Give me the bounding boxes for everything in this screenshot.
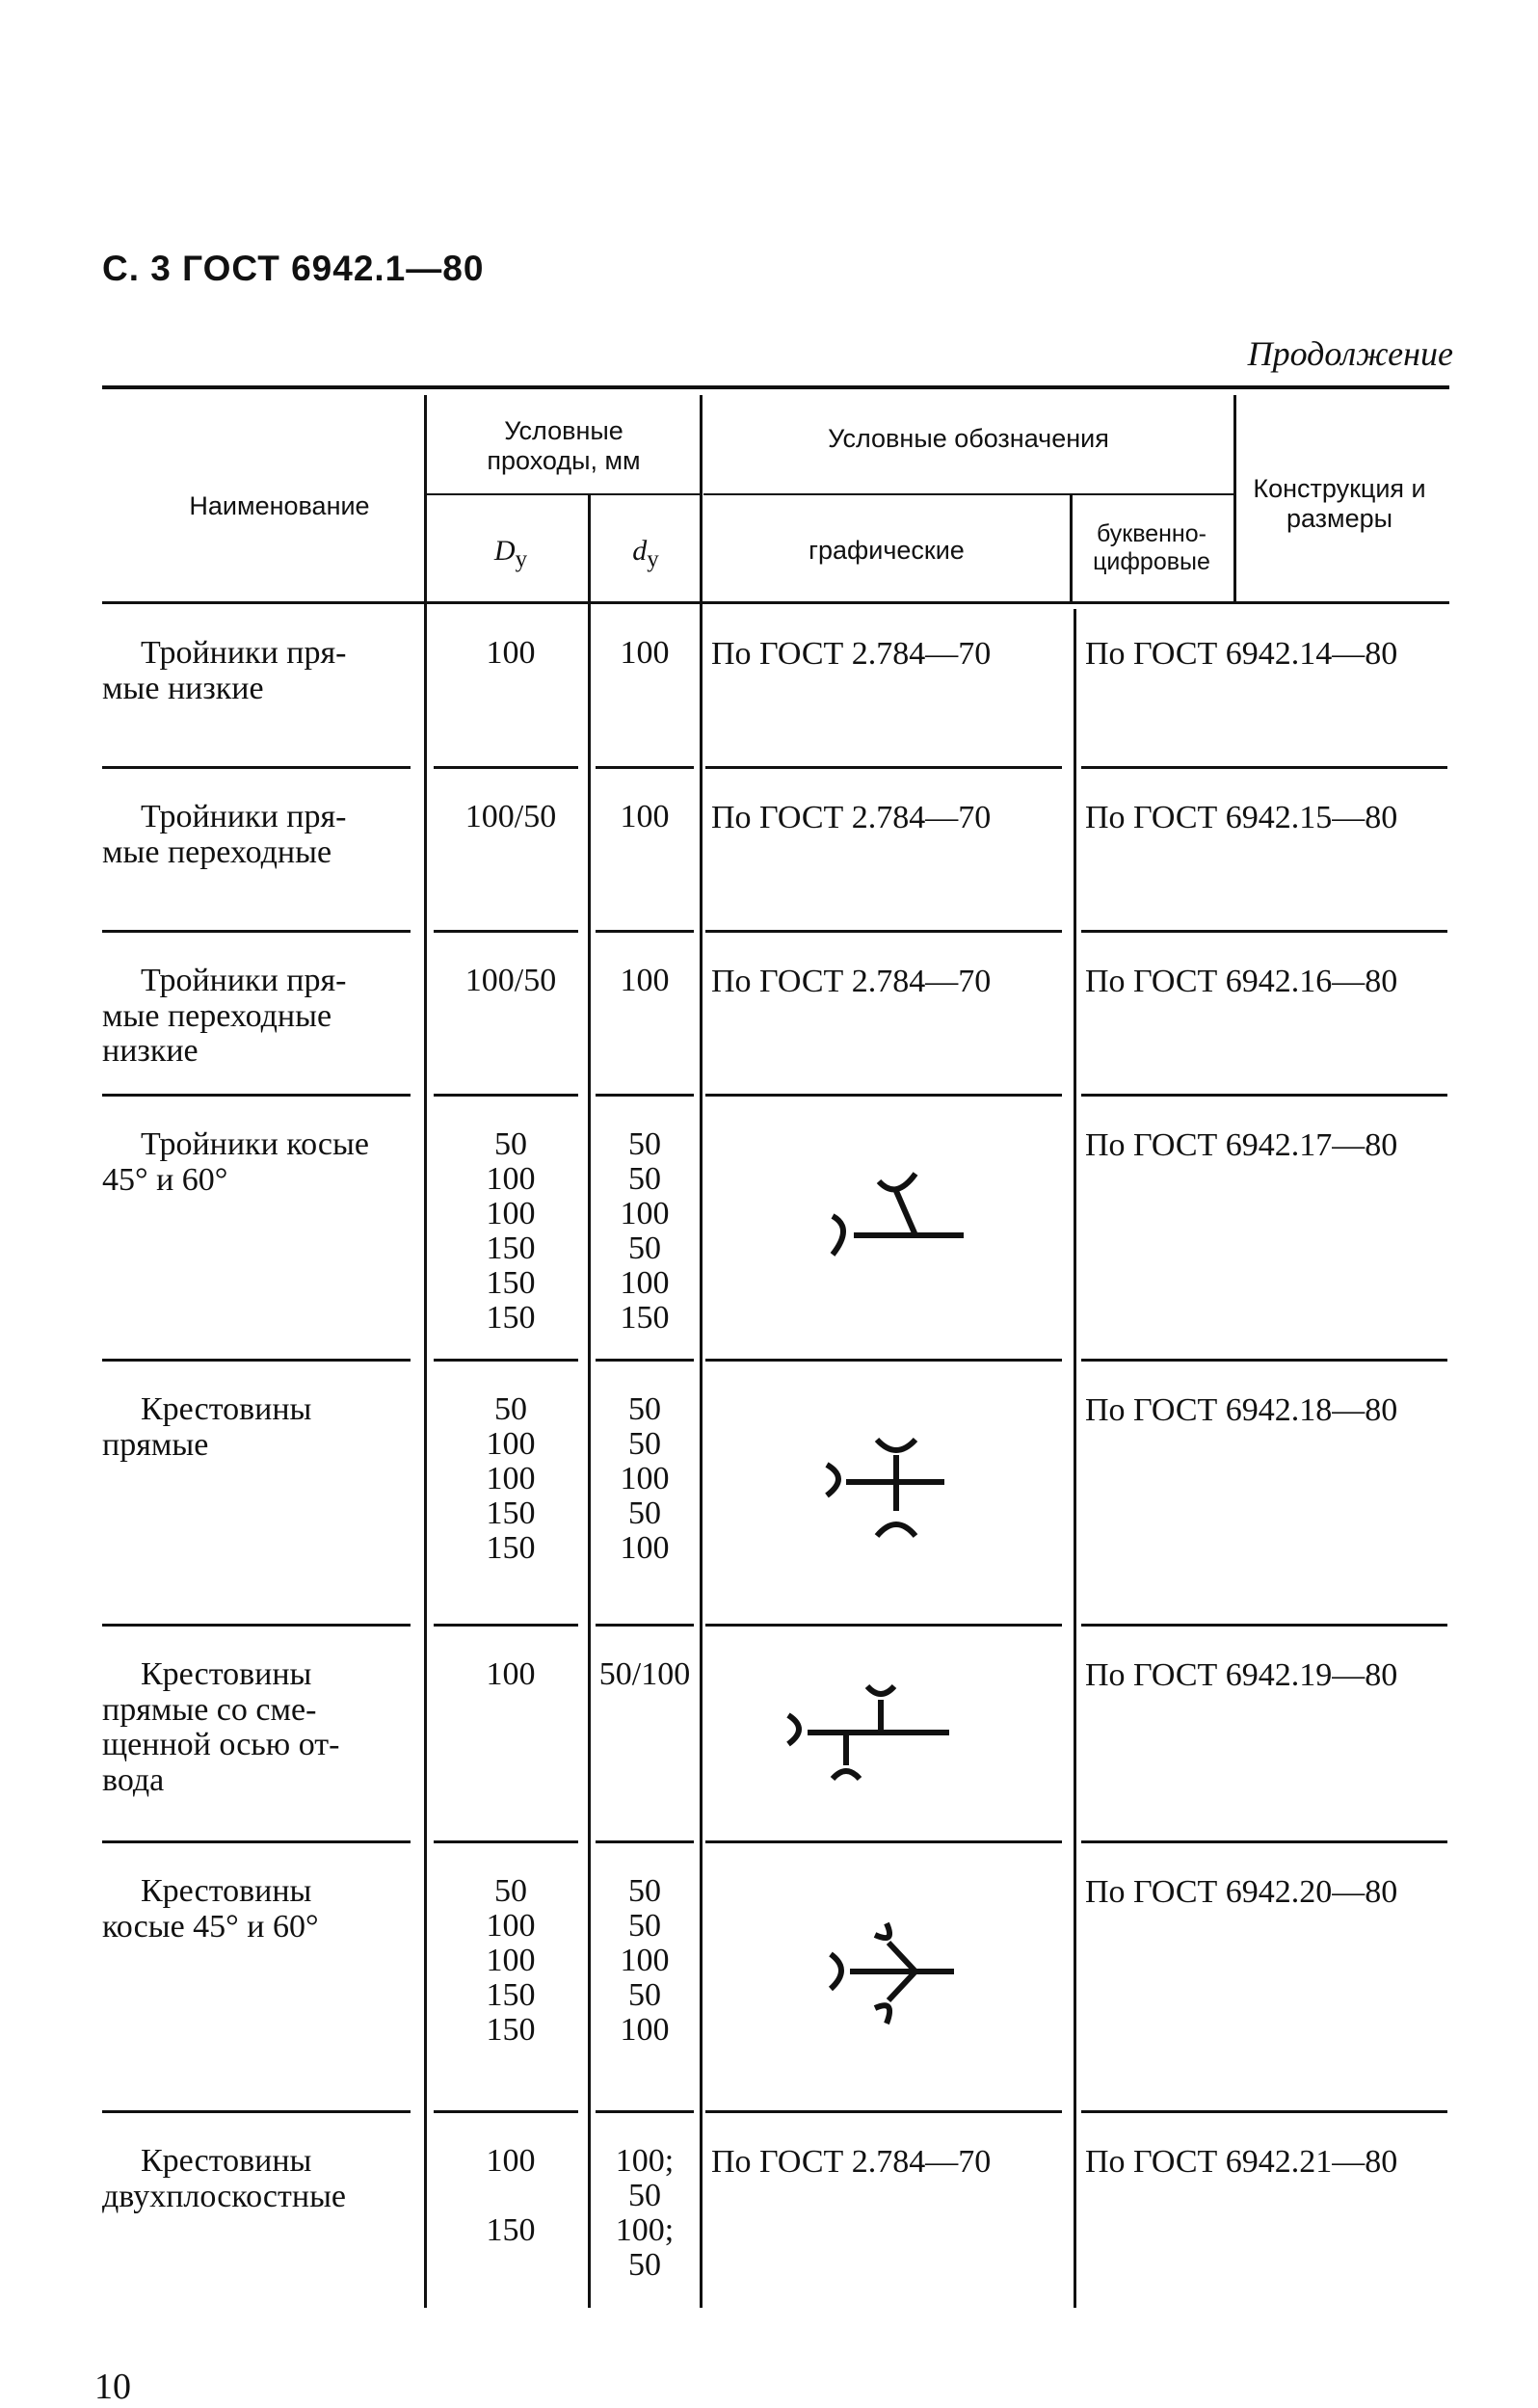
row-Dy: 50 100 100 150 150 150 [486, 1126, 536, 1336]
row-Dy: 100 150 [486, 2143, 536, 2249]
col-divider-2 [588, 493, 591, 2308]
header-graphic: графические [809, 536, 965, 565]
row-separator [705, 1840, 1062, 1843]
row-name-line: мые переходные [102, 997, 332, 1034]
row-graphic: По ГОСТ 2.784—70 [711, 800, 992, 835]
row-construction: По ГОСТ 6942.14—80 [1085, 636, 1398, 672]
row-separator [1081, 930, 1447, 933]
row-name-line: Крестовины [141, 1656, 312, 1692]
row-name-line: вода [102, 1762, 165, 1799]
row-dy: 100; 50 100; 50 [615, 2143, 675, 2284]
row-name-line: Тройники пря- [141, 799, 347, 834]
header-Dy-sub: у [515, 546, 528, 572]
continuation-label: Продолжение [1247, 334, 1453, 373]
col-divider-4 [1070, 493, 1073, 601]
row-construction: По ГОСТ 6942.20—80 [1085, 1874, 1398, 1910]
tee-oblique-symbol [819, 1166, 973, 1262]
row-separator [102, 1624, 411, 1627]
row-separator [434, 930, 578, 933]
row-name-line: мые низкие [102, 670, 264, 706]
row-separator [596, 1840, 694, 1843]
page-number: 10 [94, 2367, 131, 2407]
row-construction: По ГОСТ 6942.19—80 [1085, 1657, 1398, 1693]
designations-subrule [703, 493, 1233, 495]
row-construction: По ГОСТ 6942.17—80 [1085, 1127, 1398, 1163]
row-name [102, 1127, 411, 1198]
row-separator [705, 1094, 1062, 1097]
row-dy: 50 50 100 50 100 [620, 1391, 670, 1567]
row-construction: По ГОСТ 6942.16—80 [1085, 964, 1398, 999]
row-separator [434, 1624, 578, 1627]
row-Dy: 100/50 [464, 963, 557, 998]
row-construction: По ГОСТ 6942.15—80 [1085, 800, 1398, 835]
table-top-rule [102, 385, 1449, 389]
row-name [102, 1392, 411, 1463]
row-name-line: щенной осью от- [102, 1727, 340, 1763]
row-name-line: Тройники пря- [141, 635, 347, 671]
row-Dy: 100 [486, 1656, 536, 1692]
header-dy [617, 535, 675, 574]
row-graphic: По ГОСТ 2.784—70 [711, 636, 992, 672]
row-name [102, 964, 411, 1070]
row-name-line: Тройники косые [141, 1126, 369, 1162]
row-separator [705, 766, 1062, 769]
row-name-line: прямые со сме- [102, 1691, 317, 1728]
row-separator [102, 2110, 411, 2113]
row-separator [596, 2110, 694, 2113]
header-dy-sub: у [647, 546, 659, 572]
row-dy: 100 [620, 635, 670, 671]
row-Dy: 100 [486, 635, 536, 671]
row-separator [434, 2110, 578, 2113]
row-name [102, 2144, 411, 2214]
row-name-line: Крестовины [141, 1391, 312, 1427]
row-name-line: Тройники пря- [141, 963, 347, 998]
header-designations: Условные обозначения [828, 424, 1109, 453]
row-separator [434, 1094, 578, 1097]
col-divider-1 [424, 395, 427, 2308]
row-separator [1081, 1359, 1447, 1362]
row-separator [705, 1359, 1062, 1362]
row-separator [102, 1094, 411, 1097]
row-name [102, 800, 411, 870]
row-construction: По ГОСТ 6942.21—80 [1085, 2144, 1398, 2180]
row-name [102, 1874, 411, 1945]
row-dy: 50 50 100 50 100 [620, 1873, 670, 2049]
row-Dy: 50 100 100 150 150 [486, 1873, 536, 2049]
page-header: С. 3 ГОСТ 6942.1—80 [102, 249, 485, 288]
cross-oblique-symbol [819, 1918, 964, 2033]
row-separator [596, 766, 694, 769]
row-separator [705, 2110, 1062, 2113]
row-separator [1081, 2110, 1447, 2113]
header-bottom-rule [102, 601, 1449, 604]
row-separator [596, 930, 694, 933]
row-Dy: 100/50 [464, 799, 557, 834]
row-separator [434, 1840, 578, 1843]
header-Dy-letter: D [493, 535, 516, 567]
row-dy: 50 50 100 50 100 150 [620, 1126, 670, 1336]
row-name-line: косые 45° и 60° [102, 1908, 319, 1945]
row-dy: 50/100 [598, 1656, 691, 1692]
row-Dy: 50 100 100 150 150 [486, 1391, 536, 1567]
cross-straight-symbol [819, 1436, 954, 1542]
row-separator [596, 1094, 694, 1097]
row-separator [102, 1359, 411, 1362]
row-separator [1081, 1624, 1447, 1627]
row-construction: По ГОСТ 6942.18—80 [1085, 1392, 1398, 1428]
row-name-line: прямые [102, 1426, 209, 1463]
header-dy-letter: d [632, 535, 648, 567]
row-graphic: По ГОСТ 2.784—70 [711, 2144, 992, 2180]
col-divider-4b [1074, 609, 1076, 2308]
row-separator [434, 1359, 578, 1362]
row-separator [1081, 1840, 1447, 1843]
header-Dy [482, 535, 540, 574]
row-separator [705, 1624, 1062, 1627]
row-dy: 100 [620, 963, 670, 998]
header-passages: Условные проходы, мм [487, 416, 641, 476]
col-divider-3 [700, 395, 703, 2308]
row-separator [102, 930, 411, 933]
row-name-line: мые переходные [102, 834, 332, 870]
header-construction: Конструкция и размеры [1253, 474, 1426, 534]
row-name-line: Крестовины [141, 2143, 312, 2179]
cross-offset-symbol [781, 1677, 954, 1792]
row-separator [102, 1840, 411, 1843]
col-divider-5 [1233, 395, 1236, 601]
row-separator [705, 930, 1062, 933]
row-name [102, 636, 411, 706]
header-name: Наименование [189, 491, 370, 520]
row-name-line: двухплоскостные [102, 2178, 347, 2214]
passages-subrule [427, 493, 700, 495]
row-separator [1081, 766, 1447, 769]
row-separator [1081, 1094, 1447, 1097]
row-separator [596, 1624, 694, 1627]
row-name [102, 1657, 411, 1799]
row-name-line: 45° и 60° [102, 1161, 228, 1198]
row-dy: 100 [620, 799, 670, 834]
row-separator [102, 766, 411, 769]
row-graphic: По ГОСТ 2.784—70 [711, 964, 992, 999]
row-separator [434, 766, 578, 769]
row-name-line: Крестовины [141, 1873, 312, 1909]
row-name-line: низкие [102, 1033, 199, 1070]
row-separator [596, 1359, 694, 1362]
header-alnum: буквенно-цифровые [1093, 520, 1210, 575]
